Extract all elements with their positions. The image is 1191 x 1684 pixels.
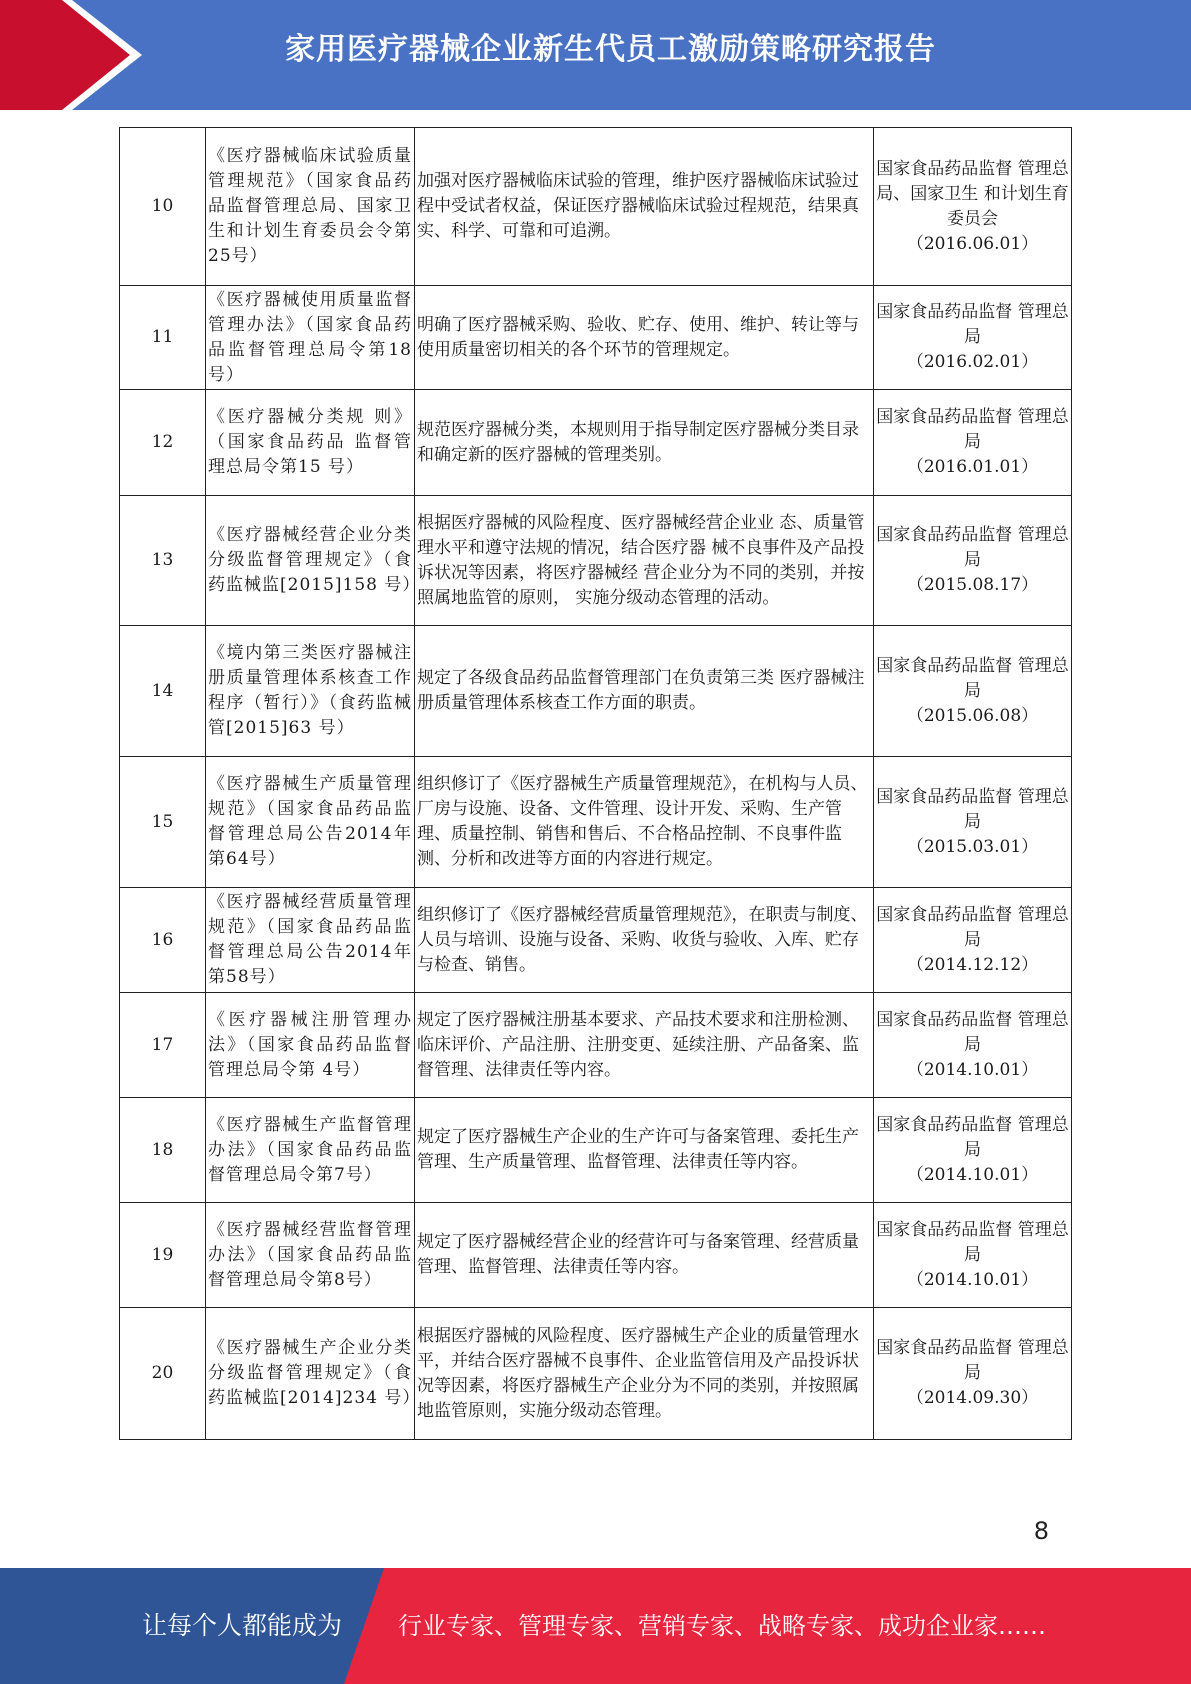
regulation-name: 《医疗器械经营质量管理规范》（国家食品药品监督管理总局公告2014年第58号）	[206, 888, 415, 993]
regulation-name: 《医疗器械生产质量管理规范》（国家食品药品监督管理总局公告2014年第64号）	[206, 757, 415, 888]
effective-date: （2014.09.30）	[906, 1388, 1039, 1408]
publisher-name: 国家食品药品监督 管理总局	[876, 407, 1069, 452]
regulation-description: 规定了医疗器械注册基本要求、产品技术要求和注册检测、临床评价、产品注册、注册变更、延续注册、产品备案、监督管理、法律责任等内容。	[415, 993, 874, 1098]
publisher-name: 国家食品药品监督 管理总局	[876, 525, 1069, 570]
regulation-description: 组织修订了《医疗器械经营质量管理规范》，在职责与制度、人员与培训、设施与设备、采购、收货与验收、入库、贮存与检查、销售。	[415, 888, 874, 993]
table-row	[120, 496, 1072, 626]
regulation-name: 《医疗器械生产监督管理办法》（国家食品药品监督管理总局令第7号）	[206, 1098, 415, 1203]
publisher-cell	[874, 128, 1072, 286]
regulation-description: 规定了医疗器械生产企业的生产许可与备案管理、委托生产管理、生产质量管理、监督管理、法律责任等内容。	[415, 1098, 874, 1203]
regulation-description: 加强对医疗器械临床试验的管理，维护医疗器械临床试验过程中受试者权益，保证医疗器械临床试验过程规范，结果真实、科学、可靠和可追溯。	[415, 128, 874, 286]
row-number: 18	[120, 1098, 206, 1203]
effective-date: （2014.10.01）	[906, 1164, 1039, 1185]
row-number: 19	[120, 1203, 206, 1308]
row-number: 15	[120, 757, 206, 888]
publisher-cell	[874, 286, 1072, 390]
publisher-name: 国家食品药品监督 管理总局	[876, 1338, 1069, 1383]
effective-date: （2016.01.01）	[906, 457, 1039, 477]
regulation-description: 规范医疗器械分类，本规则用于指导制定医疗器械分类目录和确定新的医疗器械的管理类别。	[415, 390, 874, 496]
row-number: 14	[120, 626, 206, 757]
effective-date: （2014.10.01）	[906, 1059, 1039, 1080]
regulation-description: 根据医疗器械的风险程度、医疗器械经营企业业 态、质量管理水平和遵守法规的情况，结合医疗器 械不良事件及产品投诉状况等因素，将医疗器械经 营企业分为不同的类别，并按照属地监管的原则， 实施分级动态管理的活动。	[415, 496, 874, 626]
regulation-name: 《境内第三类医疗器械注册质量管理体系核查工作程序（暂行）》（食药监械管[2015]63 号）	[206, 626, 415, 757]
table-row	[120, 888, 1072, 993]
table-row	[120, 1308, 1072, 1440]
regulation-name: 《医疗器械经营监督管理办法》（国家食品药品监督管理总局令第8号）	[206, 1203, 415, 1308]
publisher-cell	[874, 888, 1072, 993]
publisher-name: 国家食品药品监督 管理总局	[876, 1219, 1069, 1265]
report-title: 家用医疗器械企业新生代员工激励策略研究报告	[285, 32, 936, 67]
table-row	[120, 1098, 1072, 1203]
regulation-description: 规定了医疗器械经营企业的经营许可与备案管理、经营质量管理、监督管理、法律责任等内容。	[415, 1203, 874, 1308]
row-number: 10	[120, 128, 206, 286]
publisher-name: 国家食品药品监督 管理总局	[876, 1114, 1069, 1160]
effective-date: （2016.02.01）	[906, 352, 1039, 372]
table-row	[120, 128, 1072, 286]
regulation-name: 《医疗器械经营企业分类分级监督管理规定》（食药监械监[2015]158 号）	[206, 496, 415, 626]
regulation-table	[119, 127, 1072, 1440]
effective-date: （2014.12.12）	[906, 954, 1039, 975]
page-number: 8	[1033, 1517, 1049, 1545]
table-row	[120, 286, 1072, 390]
publisher-name: 国家食品药品监督 管理总局	[876, 302, 1069, 347]
publisher-cell	[874, 1098, 1072, 1203]
effective-date: （2016.06.01）	[906, 233, 1039, 254]
table-row	[120, 757, 1072, 888]
row-number: 17	[120, 993, 206, 1098]
header-banner	[0, 0, 1191, 110]
publisher-name: 国家食品药品监督 管理总局	[876, 904, 1069, 950]
footer-slogan-left: 让每个人都能成为	[142, 1611, 343, 1640]
row-number: 20	[120, 1308, 206, 1440]
regulation-name: 《医疗器械临床试验质量管理规范》（国家食品药品监督管理总局、国家卫生和计划生育委员会令第25号）	[206, 128, 415, 286]
row-number: 16	[120, 888, 206, 993]
regulation-table-body	[120, 128, 1072, 1440]
effective-date: （2014.10.01）	[906, 1269, 1039, 1290]
publisher-name: 国家食品药品监督 管理总局	[876, 786, 1069, 832]
table-row	[120, 993, 1072, 1098]
footer-slogan-right: 行业专家、管理专家、营销专家、战略专家、成功企业家……	[398, 1612, 1046, 1640]
publisher-cell	[874, 757, 1072, 888]
table-row	[120, 626, 1072, 757]
publisher-name: 国家食品药品监督 管理总局	[876, 655, 1069, 701]
publisher-cell	[874, 993, 1072, 1098]
regulation-name: 《医疗器械注册管理办法》（国家食品药品监督管理总局令第 4号）	[206, 993, 415, 1098]
publisher-name: 国家食品药品监督 管理总局	[876, 1009, 1069, 1055]
table-row	[120, 390, 1072, 496]
effective-date: （2015.08.17）	[906, 575, 1039, 595]
row-number: 12	[120, 390, 206, 496]
publisher-cell	[874, 626, 1072, 757]
regulation-name: 《医疗器械生产企业分类分级监督管理规定》（食药监械监[2014]234 号）	[206, 1308, 415, 1440]
regulation-table-wrap	[119, 127, 1071, 1440]
publisher-name: 国家食品药品监督 管理总局、国家卫生 和计划生育委员会	[876, 158, 1069, 229]
regulation-description: 组织修订了《医疗器械生产质量管理规范》，在机构与人员、厂房与设施、设备、文件管理、设计开发、采购、生产管理、质量控制、销售和售后、不合格品控制、不良事件监测、分析和改进等方面的内容进行规定。	[415, 757, 874, 888]
regulation-description: 根据医疗器械的风险程度、医疗器械生产企业的质量管理水平，并结合医疗器械不良事件、企业监管信用及产品投诉状况等因素，将医疗器械生产企业分为不同的类别，并按照属地监管原则，实施分级动态管理。	[415, 1308, 874, 1440]
publisher-cell	[874, 496, 1072, 626]
row-number: 11	[120, 286, 206, 390]
publisher-cell	[874, 1203, 1072, 1308]
publisher-cell	[874, 390, 1072, 496]
table-row	[120, 1203, 1072, 1308]
regulation-description: 规定了各级食品药品监督管理部门在负责第三类 医疗器械注册质量管理体系核查工作方面的职责。	[415, 626, 874, 757]
footer-banner	[0, 1568, 1191, 1684]
effective-date: （2015.03.01）	[906, 836, 1039, 857]
regulation-name: 《医疗器械使用质量监督管理办法》（国家食品药品监督管理总局令第18号）	[206, 286, 415, 390]
row-number: 13	[120, 496, 206, 626]
regulation-name: 《医疗器械分类规 则》（国家食品药品 监督管理总局令第15 号）	[206, 390, 415, 496]
publisher-cell	[874, 1308, 1072, 1440]
effective-date: （2015.06.08）	[906, 705, 1039, 726]
regulation-description: 明确了医疗器械采购、验收、贮存、使用、维护、转让等与使用质量密切相关的各个环节的管理规定。	[415, 286, 874, 390]
